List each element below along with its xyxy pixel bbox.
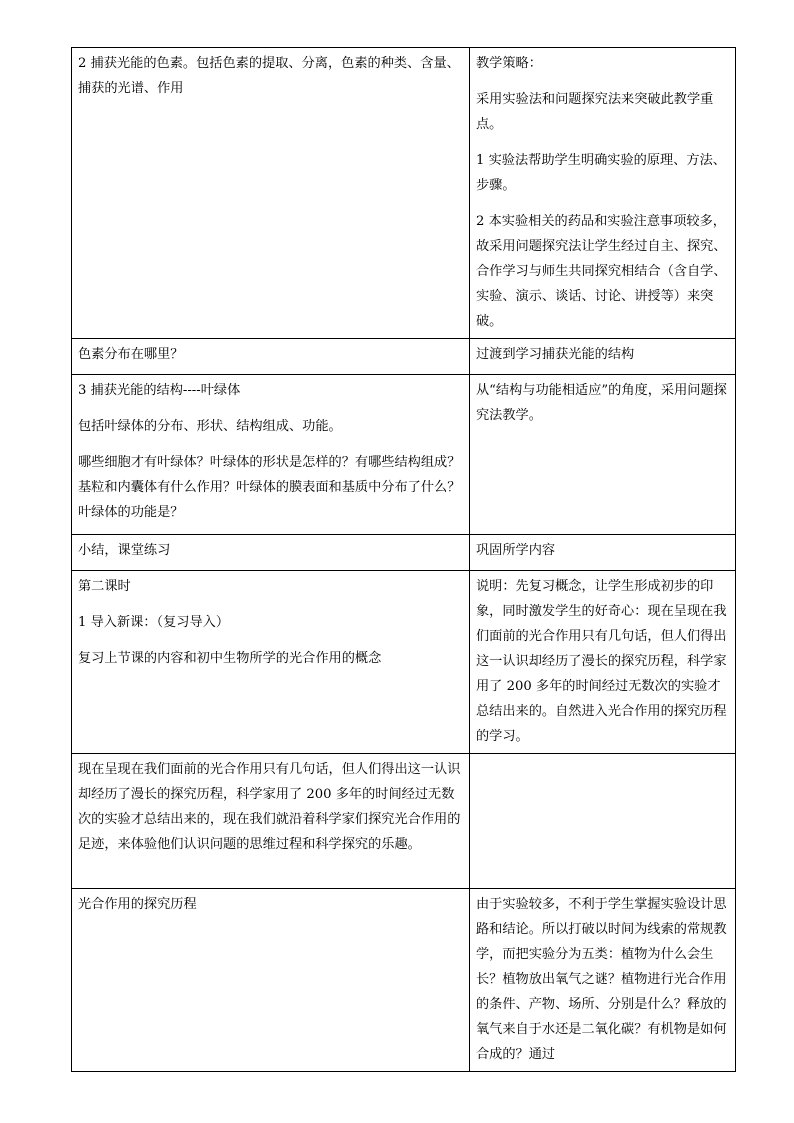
cell-paragraph: 巩固所学内容 — [476, 543, 556, 558]
cell-paragraph: 光合作用的探究历程 — [78, 897, 197, 912]
table-row — [72, 375, 736, 535]
table-row — [72, 571, 736, 754]
cell-paragraph: 包括叶绿体的分布、形状、结构组成、功能。 — [78, 419, 342, 434]
content-cell — [72, 48, 470, 339]
cell-paragraph: 教学策略： — [476, 56, 542, 71]
cell-paragraph: 说明：先复习概念，让学生形成初步的印象，同时激发学生的好奇心：现在呈现在我们面前的光合作用只有几句话，但人们得出这一认识却经历了漫长的探究历程，科学家用了 200 多年的时间经过无数次的实验才总结出来的。自然进入光合作用的探究历程的学习。 — [476, 579, 727, 744]
cell-paragraph: 3 捕获光能的结构----叶绿体 — [78, 383, 241, 398]
cell-paragraph: 小结，课堂练习 — [78, 543, 171, 558]
strategy-cell — [470, 48, 736, 339]
content-cell — [72, 754, 470, 889]
cell-paragraph: 现在呈现在我们面前的光合作用只有几句话，但人们得出这一认识却经历了漫长的探究历程，科学家用了 200 多年的时间经过无数次的实验才总结出来的，现在我们就沿着科学家们探究光合作用的足迹，来体验他们认识问题的思维过程和科学探究的乐趣。 — [78, 762, 461, 852]
cell-paragraph: 2 捕获光能的色素。包括色素的提取、分离，色素的种类、含量、捕获的光谱、作用 — [78, 56, 460, 96]
cell-paragraph: 2 本实验相关的药品和实验注意事项较多，故采用问题探究法让学生经过自主、探究、合作学习与师生共同探究相结合（含自学、实验、演示、谈话、讨论、讲授等）来突破。 — [476, 214, 727, 329]
cell-paragraph: 1 实验法帮助学生明确实验的原理、方法、步骤。 — [476, 153, 726, 193]
empty-cell — [470, 754, 736, 889]
content-cell — [72, 535, 470, 571]
strategy-cell — [470, 571, 736, 754]
cell-paragraph: 从“结构与功能相适应”的角度，采用问题探究法教学。 — [476, 383, 727, 423]
strategy-cell — [470, 375, 736, 535]
cell-paragraph: 由于实验较多，不利于学生掌握实验设计思路和结论。所以打破以时间为线索的常规教学，而把实验分为五类：植物为什么会生长？植物放出氧气之谜？植物进行光合作用的条件、产物、场所、分别是什么？释放的氧气来自于水还是二氧化碳？有机物是如何合成的？通过 — [476, 897, 727, 1062]
cell-paragraph: 第二课时 — [78, 579, 131, 594]
content-cell — [72, 889, 470, 1072]
cell-paragraph: 过渡到学习捕获光能的结构 — [476, 347, 635, 362]
content-cell — [72, 375, 470, 535]
strategy-cell — [470, 889, 736, 1072]
table-row — [72, 535, 736, 571]
content-cell — [72, 339, 470, 375]
cell-paragraph: 哪些细胞才有叶绿体？叶绿体的形状是怎样的？有哪些结构组成？基粒和内囊体有什么作用？叶绿体的膜表面和基质中分布了什么？叶绿体的功能是？ — [78, 455, 461, 520]
strategy-cell — [470, 535, 736, 571]
strategy-cell — [470, 339, 736, 375]
table-row — [72, 48, 736, 339]
lesson-plan-table — [71, 47, 736, 1072]
table-row — [72, 754, 736, 889]
cell-paragraph: 色素分布在哪里？ — [78, 347, 184, 362]
cell-paragraph: 采用实验法和问题探究法来突破此教学重点。 — [476, 92, 714, 132]
cell-paragraph: 1 导入新课：（复习导入） — [78, 615, 230, 630]
content-cell — [72, 571, 470, 754]
table-row — [72, 339, 736, 375]
table-row — [72, 889, 736, 1072]
cell-paragraph: 复习上节课的内容和初中生物所学的光合作用的概念 — [78, 651, 382, 666]
